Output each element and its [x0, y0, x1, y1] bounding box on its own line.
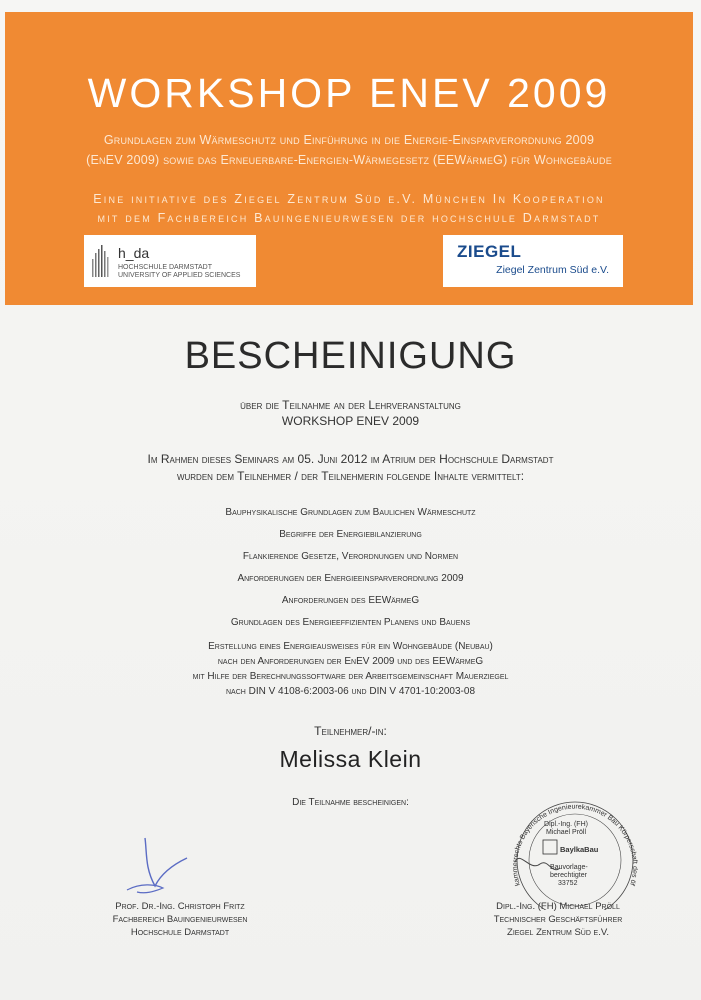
topic-item: Anforderungen der Energieeinsparverordnung 2009 — [237, 573, 464, 584]
right-signatory-role: Technischer Geschäftsführer — [493, 914, 623, 925]
hda-logo-name: h_da — [118, 245, 150, 261]
participant-name: Melissa Klein — [279, 746, 422, 772]
ziegel-logo — [443, 235, 623, 287]
left-signatory-institution: Hochschule Darmstadt — [130, 927, 230, 938]
right-signatory — [468, 900, 648, 939]
banner-initiative-line-2: mit dem Fachbereich Bauingenieurwesen der hochschule Darmstadt — [97, 211, 601, 225]
final-topic-line: Erstellung eines Energieausweises für ein Wohngebäude (Neubau) — [208, 641, 493, 652]
right-signatory-name: Dipl.-Ing. (FH) Michael Pröll — [496, 901, 620, 912]
topic-item: Begriffe der Energiebilanzierung — [279, 529, 422, 540]
topic-item: Grundlagen des Energieeffizienten Planens und Bauens — [230, 617, 471, 628]
topic-item: Bauphysikalische Grundlagen zum Baulichen Wärmeschutz — [225, 507, 476, 518]
left-signature-icon — [115, 828, 205, 900]
banner-subtitle-line-1: Grundlagen zum Wärmeschutz und Einführung in die Energie-Einsparverordnung 2009 — [103, 133, 595, 147]
hda-logo-line-2: UNIVERSITY OF APPLIED SCIENCES — [118, 272, 241, 279]
stamp-line-4: berechtigter — [550, 872, 587, 879]
hda-bars-icon — [92, 245, 110, 277]
stamp-badge: BaylkaBau — [560, 845, 599, 854]
stamp-name-line-1: Dipl.-Ing. (FH) — [544, 821, 588, 828]
left-signatory-name: Prof. Dr.-Ing. Christoph Fritz — [115, 901, 245, 912]
participation-line-1: über die Teilnahme an der Lehrveranstaltung — [240, 398, 461, 412]
final-topic-line: nach den Anforderungen der EnEV 2009 und des EEWärmeG — [217, 656, 484, 667]
hda-logo — [84, 235, 256, 287]
hda-logo-line-1: HOCHSCHULE DARMSTADT — [118, 264, 212, 271]
ziegel-logo-subtitle: Ziegel Zentrum Süd e.V. — [496, 264, 609, 276]
banner-initiative-line-1: Eine initiative des Ziegel Zentrum Süd e.V. München In Kooperation — [93, 192, 605, 206]
banner-subtitle-line-2: (EnEV 2009) sowie das Erneuerbare-Energien-Wärmegesetz (EEWärmeG) für Wohngebäude — [86, 153, 612, 167]
ziegel-logo-name: ZIEGEL — [457, 242, 522, 261]
left-signatory — [95, 900, 265, 939]
document-title: BESCHEINIGUNG — [184, 335, 517, 377]
participant-label: Teilnehmer/-in: — [314, 724, 387, 738]
final-topic-line: mit Hilfe der Berechnungssoftware der Arbeitsgemeinschaft Mauerziegel — [192, 671, 509, 682]
official-stamp — [500, 790, 650, 910]
left-signatory-department: Fachbereich Bauingenieurwesen — [112, 914, 248, 925]
right-signatory-organization: Ziegel Zentrum Süd e.V. — [507, 927, 609, 938]
confirm-label: Die Teilnahme bescheinigen: — [292, 797, 409, 808]
banner-title: WORKSHOP ENEV 2009 — [87, 70, 611, 116]
seminar-line-1: Im Rahmen dieses Seminars am 05. Juni 2012 im Atrium der Hochschule Darmstadt — [147, 452, 554, 466]
stamp-ring-text: kammerrechts Bayerische Ingenieurekammer Bau Körperschaft des öf — [511, 803, 639, 887]
stamp-number: 33752 — [558, 880, 578, 887]
stamp-line-3: Bauvorlage- — [550, 864, 588, 871]
topic-item: Anforderungen des EEWärmeG — [281, 595, 420, 606]
seminar-line-2: wurden dem Teilnehmer / der Teilnehmerin folgende Inhalte vermittelt: — [176, 469, 525, 483]
topic-item: Flankierende Gesetze, Verordnungen und Normen — [242, 551, 459, 562]
participation-line-2: WORKSHOP ENEV 2009 — [281, 414, 420, 428]
stamp-name-line-2: Michael Pröll — [545, 829, 587, 836]
final-topic-line: nach DIN V 4108-6:2003-06 und DIN V 4701-10:2003-08 — [225, 686, 476, 697]
